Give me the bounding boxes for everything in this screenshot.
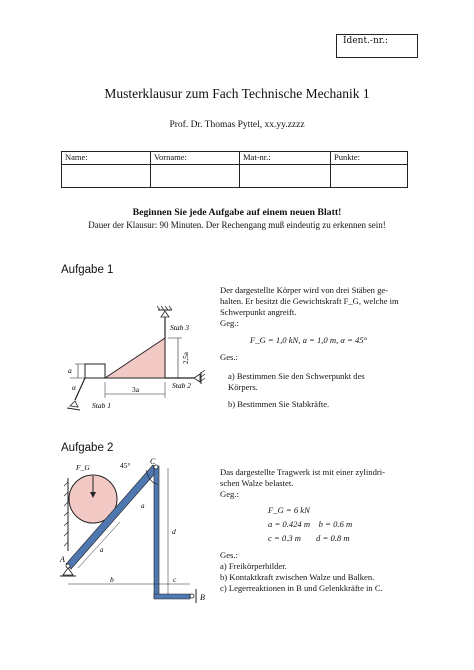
label-a: a [68,366,72,375]
wall-hatch-icon [64,478,68,551]
ident-nr-box [336,34,418,58]
matnr-field[interactable] [240,165,331,188]
aufgabe1-line1: Der dargestellte Körper wird von drei Stäben ge- [220,285,389,295]
label-stab2: Stab 2 [172,381,191,390]
aufgabe1-task-b: b) Bestimmen Sie Stabkräfte. [228,399,330,409]
aufgabe1-line3: Schwerpunkt angreift. [220,307,297,317]
aufgabe2-figure [58,456,213,606]
exam-title: Musterklausur zum Fach Technische Mechanik 1 [104,86,370,101]
aufgabe1-given: F_G = 1,0 kN, a = 1,0 m, α = 45° [250,335,368,345]
label-stab3: Stab 3 [170,323,189,332]
stab1-support-icon [67,401,80,410]
aufgabe2-task-c: c) Legerreaktionen in B und Gelenkkräfte in C. [220,583,383,593]
label-fg: F_G [76,463,90,472]
aufgabe1-task-a: a) Bestimmen Sie den Schwerpunkt des [228,371,365,381]
label-a-point: A [60,555,65,564]
label-d: d [172,527,176,536]
col-punkte: Punkte: [331,152,408,165]
aufgabe2-geg: Geg.: [220,489,239,499]
aufgabe1-geg: Geg.: [220,318,239,328]
label-3a: 3a [132,385,140,394]
exam-author: Prof. Dr. Thomas Pyttel, xx.yy.zzzz [169,120,305,130]
label-45deg: 45° [120,461,131,470]
aufgabe2-ges: Ges.: [220,550,238,560]
aufgabe2-text [220,467,420,594]
vertical-beam [154,466,159,598]
ident-nr-label: Ident.-nr.: [343,36,388,46]
aufgabe1-line2: halten. Er besitzt die Gewichtskraft F_G, welche im [220,296,399,306]
aufgabe2-task-b: b) Kontaktkraft zwischen Walze und Balken. [220,572,375,582]
aufgabe2-given1: F_G = 6 kN [268,505,310,515]
label-c: c [173,575,177,584]
stab2-support-icon [194,370,205,384]
student-info-table [61,151,408,188]
body-block [85,364,105,378]
vorname-field[interactable] [151,165,240,188]
name-field[interactable] [62,165,151,188]
label-stab1: Stab 1 [92,401,111,410]
bottom-beam [154,594,190,599]
col-vorname: Vorname: [151,152,240,165]
aufgabe2-line2: schen Walze belastet. [220,478,294,488]
aufgabe2-heading: Aufgabe 2 [61,442,114,454]
label-c-point: C [150,457,156,466]
label-b-point: B [200,593,205,602]
aufgabe1-task-a-cont: Körpers. [228,382,258,392]
label-a-lower: a [100,546,104,554]
aufgabe2-given3: c = 0.3 m d = 0.8 m [268,533,350,543]
col-name: Name: [62,152,151,165]
support-b-icon [190,589,196,603]
aufgabe1-figure [60,298,210,418]
aufgabe1-heading: Aufgabe 1 [61,264,114,276]
punkte-field[interactable] [331,165,408,188]
body-shape [105,338,165,378]
aufgabe2-given2: a = 0.424 m b = 0.6 m [268,519,353,529]
col-matnr: Mat-nr.: [240,152,331,165]
stab3-support-icon [157,306,172,317]
stab1-rod [75,378,85,400]
aufgabe2-line1: Das dargestellte Tragwerk ist mit einer zylindri- [220,467,385,477]
aufgabe1-text [220,285,420,410]
instruction-duration: Dauer der Klausur: 90 Minuten. Der Rechengang muß eindeutig zu erkennen sein! [88,220,386,230]
label-2-5a: 2,5a [182,352,190,364]
instruction-bold: Beginnen Sie jede Aufgabe auf einem neuen Blatt! [132,207,342,218]
aufgabe2-task-a: a) Freikörperbilder. [220,561,287,571]
label-b: b [110,575,114,584]
aufgabe1-ges: Ges.: [220,352,238,362]
label-a-upper: a [141,502,145,510]
label-alpha: α [72,383,76,392]
